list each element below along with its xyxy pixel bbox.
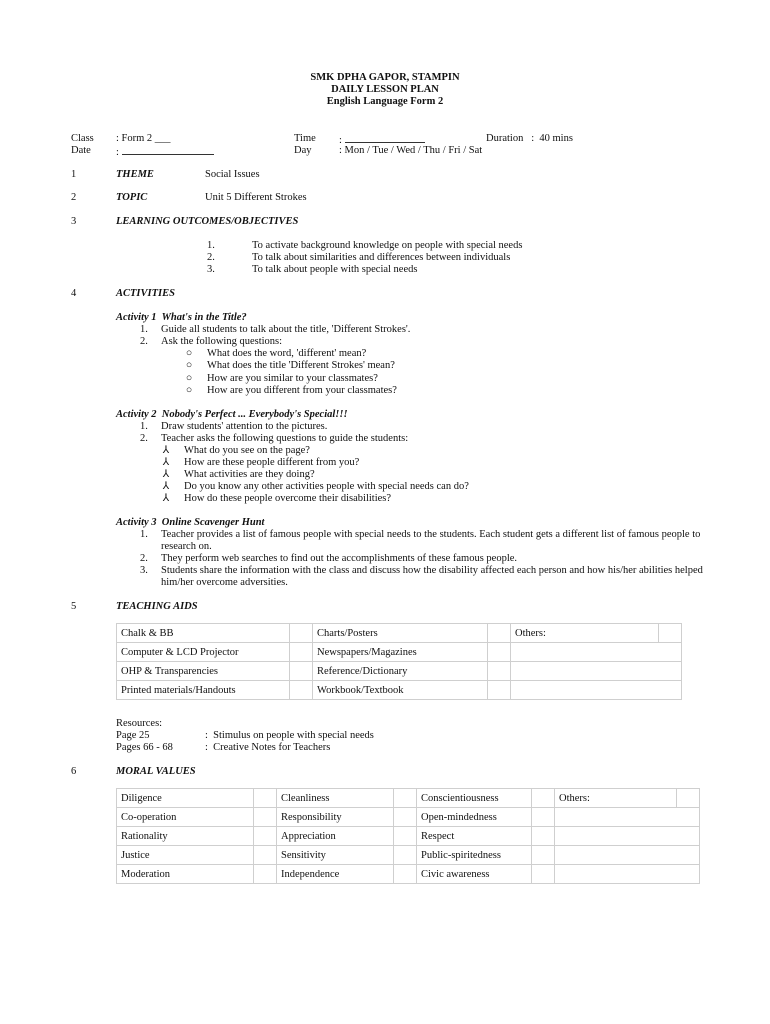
outcome-num: 2.	[207, 252, 215, 263]
teaching-aids-table	[116, 623, 682, 700]
value-checkbox[interactable]	[532, 865, 555, 884]
step-text: Students share the information with the class and discuss how the disability affected each person and how his/her abilities helped	[161, 565, 703, 576]
value-option: Civic awareness	[417, 865, 532, 884]
wedge-bullet-icon: ⅄	[162, 445, 170, 456]
circle-bullet-icon: ○	[185, 348, 193, 359]
aid-checkbox[interactable]	[488, 643, 511, 662]
table-row	[117, 827, 700, 846]
date-value: :	[116, 147, 119, 158]
subject-title: English Language Form 2	[326, 96, 444, 107]
plan-title: DAILY LESSON PLAN	[331, 84, 439, 95]
step-text: They perform web searches to find out the accomplishments of these famous people.	[161, 553, 518, 564]
others-space[interactable]	[511, 662, 682, 681]
wedge-bullet-icon: ⅄	[162, 493, 170, 504]
outcome-text: To talk about similarities and differences between individuals	[252, 252, 511, 263]
circle-bullet-icon: ○	[185, 373, 193, 384]
others-space[interactable]	[555, 846, 700, 865]
value-checkbox[interactable]	[394, 789, 417, 808]
value-checkbox[interactable]	[254, 789, 277, 808]
value-checkbox[interactable]	[532, 846, 555, 865]
activity1-title: Activity 1 What's in the Title?	[116, 312, 247, 323]
value-checkbox[interactable]	[254, 846, 277, 865]
value-option: Co-operation	[117, 808, 254, 827]
activity3-title: Activity 3 Online Scavenger Hunt	[116, 517, 265, 528]
value-option: Rationality	[117, 827, 254, 846]
aid-option: Reference/Dictionary	[313, 662, 488, 681]
value-option: Public-spiritedness	[417, 846, 532, 865]
section-num-topic: 2	[71, 192, 77, 203]
time-blank	[345, 133, 425, 143]
question-text: How are these people different from you?	[184, 457, 360, 468]
table-row	[117, 624, 682, 643]
day-label: Day	[294, 145, 312, 156]
step-text: Draw students' attention to the pictures.	[161, 421, 328, 432]
value-option: Diligence	[117, 789, 254, 808]
theme-label: THEME	[116, 169, 154, 180]
circle-bullet-icon: ○	[185, 360, 193, 371]
resource-page: Pages 66 - 68	[116, 742, 173, 753]
time-value: :	[339, 135, 342, 146]
table-row	[117, 662, 682, 681]
topic-value: Unit 5 Different Strokes	[205, 192, 307, 203]
others-space[interactable]	[555, 865, 700, 884]
day-value[interactable]: : Mon / Tue / Wed / Thu / Fri / Sat	[339, 145, 483, 156]
value-checkbox[interactable]	[394, 808, 417, 827]
step-num: 2.	[140, 553, 148, 564]
value-checkbox[interactable]	[254, 808, 277, 827]
outcomes-label: LEARNING OUTCOMES/OBJECTIVES	[116, 216, 299, 227]
value-option: Sensitivity	[277, 846, 394, 865]
step-num: 2.	[140, 433, 148, 444]
circle-bullet-icon: ○	[185, 385, 193, 396]
aid-option: Newspapers/Magazines	[313, 643, 488, 662]
aid-option: Charts/Posters	[313, 624, 488, 643]
date-blank	[122, 145, 214, 155]
resource-page: Page 25	[116, 730, 150, 741]
step-num: 1.	[140, 324, 148, 335]
class-label: Class	[71, 133, 94, 144]
step-num: 1.	[140, 421, 148, 432]
date-label: Date	[71, 145, 91, 156]
value-checkbox[interactable]	[254, 827, 277, 846]
resource-desc: : Stimulus on people with special needs	[205, 730, 374, 741]
value-option: Independence	[277, 865, 394, 884]
section-num-aids: 5	[71, 601, 77, 612]
value-checkbox[interactable]	[394, 846, 417, 865]
value-checkbox[interactable]	[677, 789, 700, 808]
value-option: Conscientiousness	[417, 789, 532, 808]
section-num-moral: 6	[71, 766, 77, 777]
question-text: How do these people overcome their disabilities?	[184, 493, 392, 504]
question-text: What do you see on the page?	[184, 445, 310, 456]
step-num: 2.	[140, 336, 148, 347]
question-text: What does the title 'Different Strokes' mean?	[207, 360, 395, 371]
outcome-num: 3.	[207, 264, 215, 275]
class-value[interactable]: : Form 2 ___	[116, 133, 171, 144]
value-option: Open-mindedness	[417, 808, 532, 827]
duration: Duration : 40 mins	[486, 133, 573, 144]
value-option: Responsibility	[277, 808, 394, 827]
aid-option: OHP & Transparencies	[117, 662, 290, 681]
wedge-bullet-icon: ⅄	[162, 481, 170, 492]
value-checkbox[interactable]	[532, 808, 555, 827]
time-label: Time	[294, 133, 316, 144]
value-checkbox[interactable]	[254, 865, 277, 884]
others-space[interactable]	[555, 808, 700, 827]
activities-label: ACTIVITIES	[116, 288, 175, 299]
step-text: Guide all students to talk about the title, 'Different Strokes'.	[161, 324, 411, 335]
aid-checkbox[interactable]	[290, 662, 313, 681]
step-num: 3.	[140, 565, 148, 576]
aid-checkbox[interactable]	[290, 643, 313, 662]
outcome-text: To talk about people with special needs	[252, 264, 418, 275]
value-option: Justice	[117, 846, 254, 865]
outcome-text: To activate background knowledge on people with special needs	[252, 240, 523, 251]
table-row	[117, 808, 700, 827]
others-space[interactable]	[555, 827, 700, 846]
value-option: Cleanliness	[277, 789, 394, 808]
aid-checkbox[interactable]	[659, 624, 682, 643]
value-option: Moderation	[117, 865, 254, 884]
wedge-bullet-icon: ⅄	[162, 469, 170, 480]
table-row	[117, 789, 700, 808]
question-text: What does the word, 'different' mean?	[207, 348, 367, 359]
section-num-outcomes: 3	[71, 216, 77, 227]
aids-label: TEACHING AIDS	[116, 601, 198, 612]
value-checkbox[interactable]	[394, 865, 417, 884]
value-checkbox[interactable]	[532, 789, 555, 808]
value-option: Respect	[417, 827, 532, 846]
step-text: Ask the following questions:	[161, 336, 283, 347]
question-text: Do you know any other activities people with special needs can do?	[184, 481, 469, 492]
aid-checkbox[interactable]	[488, 681, 511, 700]
moral-label: MORAL VALUES	[116, 766, 196, 777]
aid-option: Computer & LCD Projector	[117, 643, 290, 662]
table-row	[117, 846, 700, 865]
step-text: Teacher asks the following questions to guide the students:	[161, 433, 409, 444]
resources-label: Resources:	[116, 718, 163, 729]
moral-values-table	[116, 788, 700, 884]
table-row	[117, 643, 682, 662]
topic-label: TOPIC	[116, 192, 148, 203]
value-option: Appreciation	[277, 827, 394, 846]
theme-value: Social Issues	[205, 169, 260, 180]
question-text: What activities are they doing?	[184, 469, 315, 480]
aid-option: Others:	[511, 624, 659, 643]
aid-option: Chalk & BB	[117, 624, 290, 643]
table-row	[117, 681, 682, 700]
others-space[interactable]	[511, 643, 682, 662]
aid-option: Printed materials/Handouts	[117, 681, 290, 700]
others-space[interactable]	[511, 681, 682, 700]
question-text: How are you similar to your classmates?	[207, 373, 378, 384]
section-num-activities: 4	[71, 288, 77, 299]
table-row	[117, 865, 700, 884]
section-num-theme: 1	[71, 169, 77, 180]
outcome-num: 1.	[207, 240, 215, 251]
step-num: 1.	[140, 529, 148, 540]
wedge-bullet-icon: ⅄	[162, 457, 170, 468]
aid-checkbox[interactable]	[488, 662, 511, 681]
aid-option: Workbook/Textbook	[313, 681, 488, 700]
aid-checkbox[interactable]	[290, 681, 313, 700]
activity2-title: Activity 2 Nobody's Perfect ... Everybody's Special!!!	[116, 409, 348, 420]
value-option: Others:	[555, 789, 677, 808]
aid-checkbox[interactable]	[290, 624, 313, 643]
step-text: Teacher provides a list of famous people with special needs to the students. Each student gets a different list of famous people to	[161, 529, 701, 540]
step-text-cont: research on.	[161, 541, 212, 552]
step-text-cont: him/her overcome adversities.	[161, 577, 288, 588]
question-text: How are you different from your classmates?	[207, 385, 397, 396]
value-checkbox[interactable]	[532, 827, 555, 846]
date-field[interactable]	[116, 145, 214, 159]
aid-checkbox[interactable]	[488, 624, 511, 643]
school-name: SMK DPHA GAPOR, STAMPIN	[310, 72, 460, 83]
value-checkbox[interactable]	[394, 827, 417, 846]
resource-desc: : Creative Notes for Teachers	[205, 742, 331, 753]
